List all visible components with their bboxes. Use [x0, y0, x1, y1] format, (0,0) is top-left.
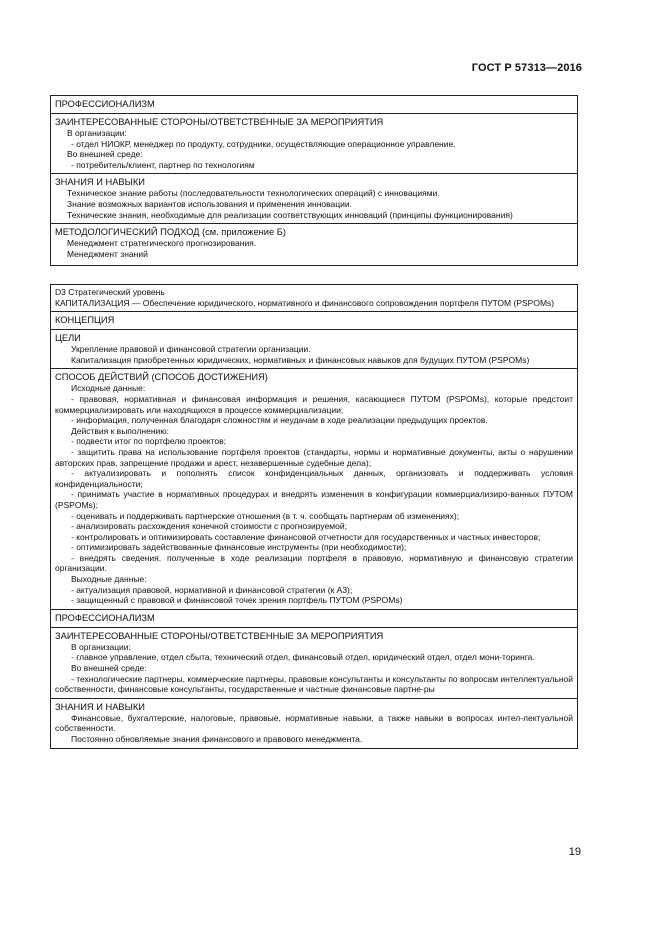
skills-cell — [51, 173, 577, 223]
method-line: Менеджмент знаний — [67, 248, 148, 259]
professionalism-cell — [51, 609, 577, 627]
skills-line: Технические знания, необходимые для реализации соответствующих инноваций (принципы функционирования) — [67, 209, 513, 220]
table-block-d3 — [50, 284, 578, 749]
skills-heading: ЗНАНИЯ И НАВЫКИ — [55, 701, 145, 712]
actions-line: - защищенный с правовой и финансовой точек зрения портфель ПУТОМ (PSPOMs) — [71, 595, 403, 606]
stakeholders-line: Во внешней среде: — [67, 149, 143, 160]
actions-line: - подвести итог по портфелю проектов; — [71, 436, 227, 447]
stakeholders-line: - отдел НИОКР, менеджер по продукту, сотрудники, осуществляющие операционное управление. — [71, 138, 456, 149]
stakeholders-line: - технологические партнеры, коммерческие партнеры, правовые консультанты и консультанты по вопросам интеллектуальной собственности, финансовые консультанты, государственные и частные финансовые партне-ры — [55, 673, 573, 695]
professionalism-heading: ПРОФЕССИОНАЛИЗМ — [55, 612, 155, 623]
actions-line: - контролировать и оптимизировать составление финансовой отчетности для государственных и частных инвесторов; — [71, 531, 541, 542]
stakeholders-cell — [51, 627, 577, 698]
goals-line: Укрепление правовой и финансовой стратегии организации. — [71, 344, 311, 355]
skills-cell — [51, 698, 577, 748]
level-label: D3 Стратегический уровень — [55, 287, 165, 297]
document-standard-id: ГОСТ Р 57313—2016 — [471, 62, 582, 74]
stakeholders-line: В организации: — [71, 641, 131, 652]
method-line: Менеджмент стратегического прогнозирования. — [67, 238, 257, 249]
actions-line: - оценивать и поддерживать партнерские отношения (в т. ч. сообщать партнерам об изменениях); — [71, 510, 460, 521]
actions-line: - анализировать расхождения конечной стоимости с прогнозируемой; — [71, 521, 347, 532]
actions-line: Действия к выполнению: — [71, 425, 170, 436]
actions-heading: СПОСОБ ДЕЙСТВИЙ (СПОСОБ ДОСТИЖЕНИЯ) — [55, 372, 268, 383]
actions-line: - принимать участие в нормативных процедурах и внедрять изменения в конфигурации коммерциализиро-ванных ПУТОМ (PSPOMs); — [55, 489, 573, 510]
professionalism-heading: ПРОФЕССИОНАЛИЗМ — [55, 99, 155, 109]
level-cell — [51, 285, 577, 311]
stakeholders-heading: ЗАИНТЕРЕСОВАННЫЕ СТОРОНЫ/ОТВЕТСТВЕННЫЕ ЗА МЕРОПРИЯТИЯ — [55, 117, 384, 127]
skills-line: Финансовые, бухгалтерские, налоговые, правовые, нормативные навыки, а также навыки в вопросах интел-лектуальной собственности. — [55, 712, 573, 734]
page-number: 19 — [568, 846, 581, 858]
actions-line: - внедрять сведения, полученные в ходе реализации портфеля в правовую, нормативную и финансовую стратегии организации. — [55, 552, 573, 574]
concept-heading: КОНЦЕПЦИЯ — [55, 315, 115, 326]
actions-line: Исходные данные: — [71, 383, 146, 394]
stakeholders-line: Во внешней среде: — [71, 663, 147, 674]
skills-line: Постоянно обновляемые знания финансового и правового менеджмента. — [71, 734, 363, 744]
stakeholders-line: - потребитель/клиент, партнер по технологиям — [71, 159, 255, 170]
stakeholders-cell — [51, 113, 577, 173]
actions-line: - правовая, нормативная и финансовая информация и решения, касающиеся ПУТОМ (PSPOMs), которые предстоит коммерциализировать или находящихся в процессе коммерциализации; — [55, 393, 573, 415]
actions-line: - актуализация правовой, нормативной и финансовой стратегии (к А3); — [71, 584, 353, 595]
stakeholders-heading: ЗАИНТЕРЕСОВАННЫЕ СТОРОНЫ/ОТВЕТСТВЕННЫЕ ЗА МЕРОПРИЯТИЯ — [55, 630, 384, 641]
goals-line: Капитализация приобретенных юридических, нормативных и финансовых навыков для будущих ПУТОМ (PSPOMs) — [71, 354, 530, 365]
professionalism-cell — [51, 96, 577, 113]
table-block-continuation — [50, 95, 578, 266]
stakeholders-line: В организации: — [67, 128, 127, 138]
actions-line: Выходные данные: — [71, 574, 147, 585]
actions-cell — [51, 368, 577, 608]
skills-heading: ЗНАНИЯ И НАВЫКИ — [55, 177, 145, 188]
goals-heading: ЦЕЛИ — [55, 333, 81, 344]
capitalization-title: КАПИТАЛИЗАЦИЯ — Обеспечение юридического, нормативного и финансового сопровождения портфеля ПУТОМ (PSPOMs) — [55, 297, 555, 308]
actions-line: - информация, полученная благодаря сложностям и неудачам в ходе реализации предыдущих проектов. — [71, 415, 488, 426]
goals-cell — [51, 329, 577, 368]
actions-line: - защитить права на использование портфеля проектов (стандарты, нормы и нормативные документы, акты о нарушении авторских прав, запрещение продажи и арест, незавершенные судебные дела); — [55, 446, 573, 468]
skills-line: Техническое знание работы (последовательности технологических операций) с инновациями. — [67, 188, 440, 199]
method-heading: МЕТОДОЛОГИЧЕСКИЙ ПОДХОД (см. приложение Б) — [55, 227, 286, 238]
actions-line: - оптимизировать задействованные финансовые инструменты (при необходимости); — [71, 542, 407, 553]
stakeholders-line: - главное управление, отдел сбыта, технический отдел, финансовый отдел, юридический отдел, отдел мони-торинга. — [71, 652, 535, 663]
concept-cell — [51, 311, 577, 329]
method-cell — [51, 223, 577, 265]
actions-line: - актуализировать и пополнять список конфиденциальных данных, организовать и поддерживать условия конфиденциальности; — [55, 468, 573, 489]
skills-line: Знание возможных вариантов использования и применения инновации. — [67, 198, 352, 209]
